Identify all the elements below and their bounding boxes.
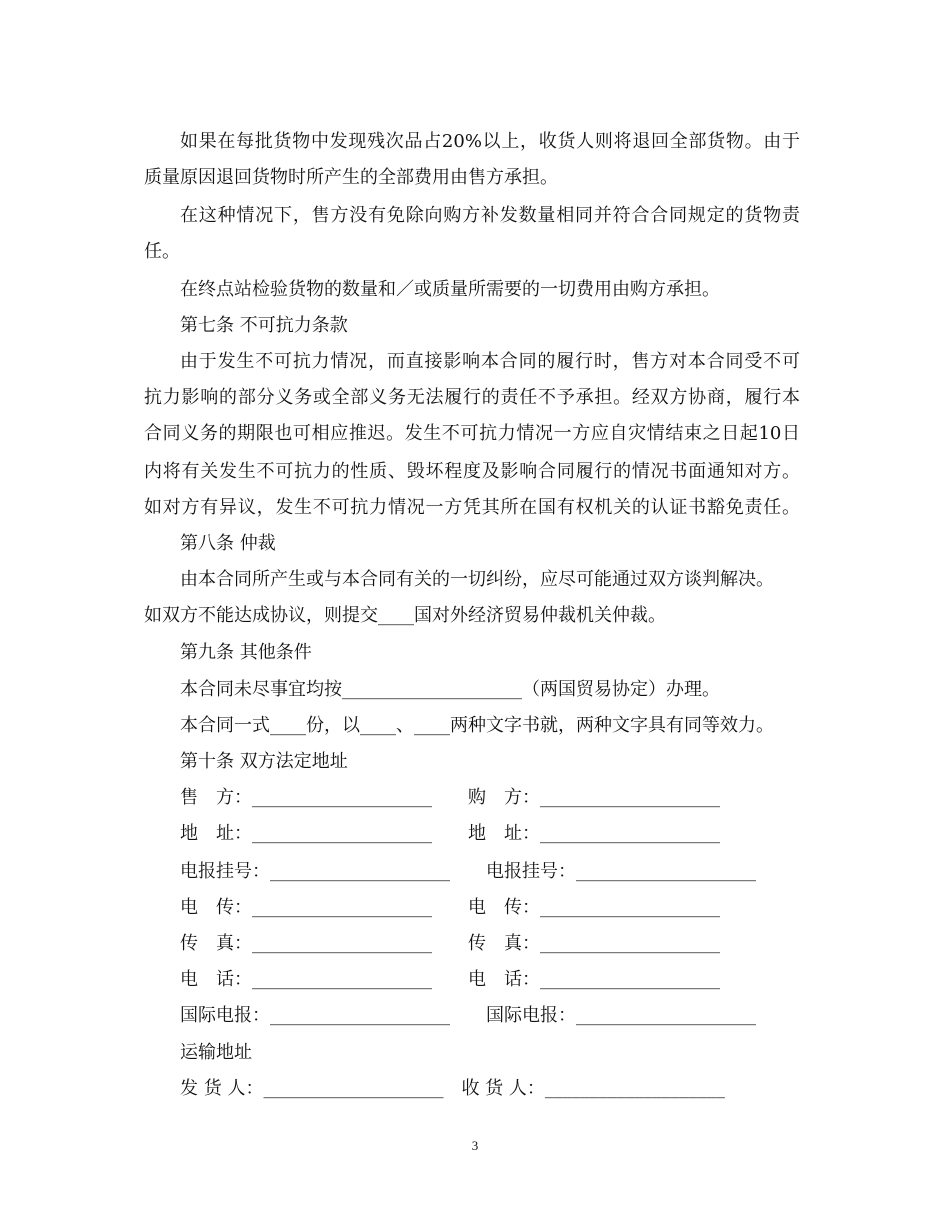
paragraph-line: 如对方有异议，发生不可抗力情况一方凭其所在国有权机关的认证书豁免责任。	[144, 497, 800, 518]
paragraph-line: 合同义务的期限也可相应推迟。发生不可抗力情况一方应自灾情结束之日起10日	[144, 423, 800, 444]
paragraph-line: 由本合同所产生或与本合同有关的一切纠纷，应尽可能通过双方谈判解决。	[180, 569, 774, 590]
form-field-line: 售 方：____________________ 购 方：____________________	[180, 787, 720, 808]
paragraph-line: 本合同一式____份，以____、____两种文字书就，两种文字具有同等效力。	[180, 715, 774, 736]
paragraph-line: 内将有关发生不可抗力的性质、毁坏程度及影响合同履行的情况书面通知对方。	[144, 461, 800, 482]
paragraph-line: 在终点站检验货物的数量和／或质量所需要的一切费用由购方承担。	[180, 279, 720, 300]
article-heading: 第九条 其他条件	[180, 642, 312, 663]
paragraph-line: 抗力影响的部分义务或全部义务无法履行的责任不予承担。经双方协商，履行本	[144, 387, 800, 408]
paragraph-line: 如双方不能达成协议，则提交____国对外经济贸易仲裁机关仲裁。	[144, 605, 666, 626]
article-heading: 第七条 不可抗力条款	[180, 315, 348, 336]
paragraph-line: 质量原因退回货物时所产生的全部费用由售方承担。	[144, 167, 558, 188]
form-field-line: 电 话：____________________ 电 话：____________________	[180, 969, 720, 990]
form-field-line: 地 址：____________________ 地 址：____________________	[180, 823, 720, 844]
section-label: 运输地址	[180, 1042, 252, 1063]
article-heading: 第十条 双方法定地址	[180, 751, 348, 772]
paragraph-line: 如果在每批货物中发现残次品占20%以上，收货人则将退回全部货物。由于	[180, 131, 800, 152]
form-field-line: 发 货 人：____________________ 收 货 人：____________________	[180, 1078, 725, 1099]
form-field-line: 电 传：____________________ 电 传：____________________	[180, 897, 720, 918]
form-field-line: 传 真：____________________ 传 真：____________________	[180, 933, 720, 954]
form-field-line: 国际电报：____________________ 国际电报：____________________	[180, 1005, 756, 1026]
paragraph-line: 在这种情况下，售方没有免除向购方补发数量相同并符合合同规定的货物责	[180, 205, 800, 226]
paragraph-line: 任。	[144, 241, 180, 262]
article-heading: 第八条 仲裁	[180, 533, 276, 554]
form-field-line: 电报挂号：____________________ 电报挂号：____________________	[180, 861, 756, 882]
paragraph-line: 本合同未尽事宜均按____________________（两国贸易协定）办理。	[180, 679, 720, 700]
paragraph-line: 由于发生不可抗力情况，而直接影响本合同的履行时，售方对本合同受不可	[180, 351, 800, 372]
page-number: 3	[471, 1138, 479, 1153]
